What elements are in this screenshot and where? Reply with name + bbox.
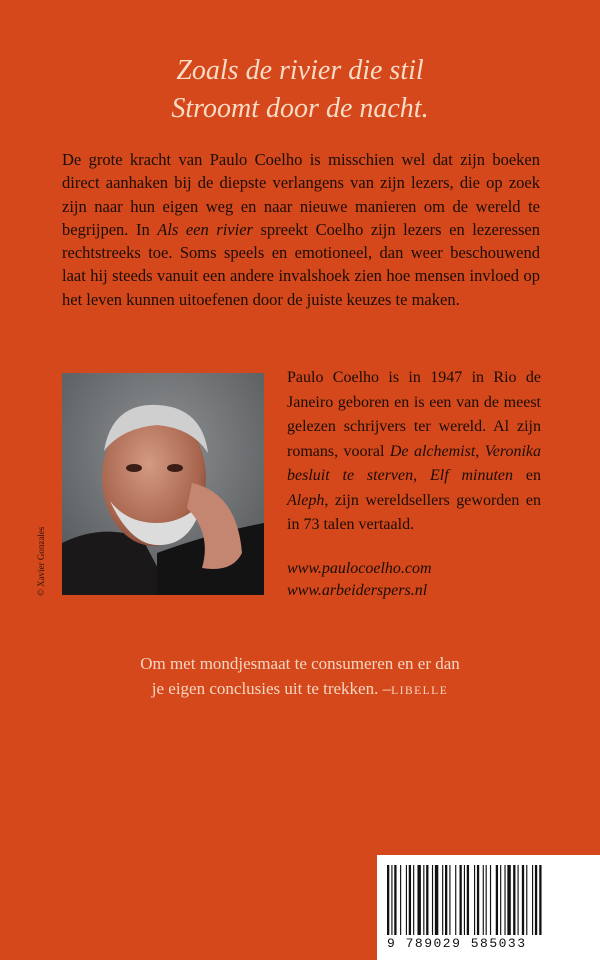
barcode: [377, 855, 600, 960]
tagline-line-1: Zoals de rivier die stil: [176, 55, 424, 86]
barcode-bars: [387, 865, 590, 935]
review-quote: [0, 652, 600, 703]
bio-text-3: , zijn wereldsellers geworden en in 73 talen vertaald.: [287, 491, 541, 533]
bio-titles-2: Aleph: [287, 491, 325, 509]
isbn-number: 9 789029 585033: [387, 936, 527, 951]
quote-text: Om met mondjesmaat te consumeren en er dan je eigen conclusies uit te trekken. –: [140, 654, 460, 698]
bio-text-2: en: [513, 467, 542, 484]
author-photo: [62, 373, 264, 595]
blurb-text-1: De grote kracht van Paulo Coelho is misschien wel dat zijn boeken direct aanhaken bij de diepste verlangens van zijn lezers, die op zoek zijn naar hun eigen weg en naar nieuwe manieren om de wereld te begrijpen. In: [62, 150, 540, 239]
website-link-author[interactable]: www.paulocoelho.com: [287, 560, 432, 577]
tagline: [0, 52, 600, 128]
quote-source: LIBELLE: [391, 684, 449, 697]
blurb-book-title: Als een rivier: [157, 219, 253, 239]
photo-credit: © Xavier Gonzales: [36, 526, 46, 596]
blurb-paragraph: [62, 148, 540, 311]
author-bio: [287, 366, 541, 538]
bio-titles-1: De alchemist, Veronika besluit te sterven, Elf minuten: [287, 442, 541, 484]
website-links: [287, 558, 547, 602]
website-link-publisher[interactable]: www.arbeiderspers.nl: [287, 582, 428, 599]
blurb-text-2: spreekt Coelho zijn lezers en lezeressen rechtstreeks toe. Soms speels en emotioneel, dan weer beschouwend laat hij steeds vanuit een andere invalshoek zien hoe mensen invloed op het leven kunnen uitoefenen door de juiste keuzes te maken.: [62, 219, 541, 309]
tagline-line-2: Stroomt door de nacht.: [171, 93, 429, 124]
bio-text-1: Paulo Coelho is in 1947 in Rio de Janeiro geboren en is een van de meest gelezen schrijvers ter wereld. Al zijn romans, vooral: [287, 369, 541, 460]
